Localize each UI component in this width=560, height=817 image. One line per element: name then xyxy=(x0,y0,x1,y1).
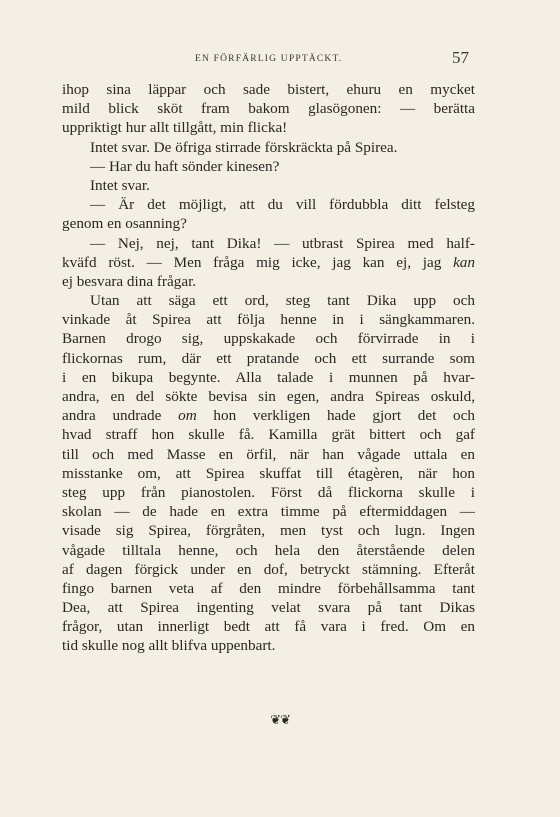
text-line-content: hvad straff hon skulle få. Kamilla grät bittert och gaf xyxy=(62,426,475,444)
text-line xyxy=(62,349,475,368)
text-line-continuation: hon verkligen hade gjort det och xyxy=(196,407,475,425)
text-line-content: tid skulle nog allt blifva uppenbart. xyxy=(62,637,276,655)
text-line xyxy=(62,502,475,521)
text-line-content: Intet svar. xyxy=(90,176,150,194)
text-line xyxy=(62,234,475,253)
text-line-content: visade sig Spirea, förgråten, men tyst och lugn. Ingen xyxy=(62,522,475,540)
text-line xyxy=(62,118,475,137)
text-line xyxy=(62,483,475,502)
text-line xyxy=(62,176,475,195)
text-line xyxy=(62,464,475,483)
text-line-content: — Är det möjligt, att du vill fördubbla ditt felsteg xyxy=(90,196,475,214)
text-line-content: mild blick sköt fram bakom glasögonen: — berätta xyxy=(62,100,475,118)
italic-word: om xyxy=(178,407,197,425)
text-line xyxy=(62,253,475,272)
text-line-content: Barnen drogo sig, uppskakade och förvirrade in i xyxy=(62,330,475,348)
text-line-content: Dea, att Spirea ingenting velat svara på tant Dikas xyxy=(62,599,475,617)
text-line-content: misstanke om, att Spirea skuffat till étagèren, när hon xyxy=(62,464,475,482)
text-line xyxy=(62,636,475,655)
text-line xyxy=(62,138,475,157)
text-line-content: i en bikupa begynte. Alla talade i munnen på hvar- xyxy=(62,368,475,386)
text-line-content: ihop sina läppar och sade bistert, ehuru en mycket xyxy=(62,81,475,98)
text-line-content: — Nej, nej, tant Dika! — utbrast Spirea med half- xyxy=(90,234,475,252)
text-line xyxy=(62,195,475,214)
text-line xyxy=(62,329,475,348)
text-line-content: Utan att säga ett ord, steg tant Dika upp och xyxy=(90,292,475,310)
text-line xyxy=(62,157,475,176)
text-line xyxy=(62,387,475,406)
running-title: EN FÖRFÄRLIG UPPTÄCKT. xyxy=(195,54,343,64)
text-line-content: Intet svar. De öfriga stirrade förskräckta på Spirea. xyxy=(90,138,398,156)
text-line-content: steg upp från pianostolen. Först då flickorna skulle i xyxy=(62,483,475,501)
text-line-content: skolan — de hade en extra timme på eftermiddagen — xyxy=(62,503,475,521)
text-line xyxy=(62,310,475,329)
text-line-content: af dagen förgick under en dof, betryckt stämning. Efteråt xyxy=(62,560,475,578)
text-line-content: ej besvara dina frågar. xyxy=(62,272,197,290)
body-text xyxy=(62,80,475,656)
text-line xyxy=(62,579,475,598)
text-line-content: andra undrade xyxy=(62,407,179,425)
text-line xyxy=(62,214,475,233)
end-ornament: ❦❦ xyxy=(270,712,290,727)
text-line xyxy=(62,80,475,99)
text-line xyxy=(62,291,475,310)
text-line xyxy=(62,99,475,118)
page-number: 57 xyxy=(452,48,469,67)
text-line xyxy=(62,541,475,560)
text-line-content: genom en osanning? xyxy=(62,215,187,233)
text-line-content: frågor, utan innerligt bedt att få vara i fred. Om en xyxy=(62,618,475,636)
text-line xyxy=(62,521,475,540)
text-line-content: flickornas rum, där ett pratande och ett surrande som xyxy=(62,349,475,367)
text-line xyxy=(62,445,475,464)
text-line-content: fingo barnen veta af den mindre förbehållsamma tant xyxy=(62,579,475,597)
text-line xyxy=(62,368,475,387)
text-line xyxy=(62,598,475,617)
text-line-content: till och med Masse en örfil, när han vågade uttala en xyxy=(62,445,475,463)
text-line-content: — Har du haft sönder kinesen? xyxy=(90,157,280,175)
text-line-content: vinkade åt Spirea att följa henne in i sängkammaren. xyxy=(62,311,475,329)
text-line xyxy=(62,617,475,636)
text-line xyxy=(62,560,475,579)
text-line xyxy=(62,425,475,444)
text-line-content: uppriktigt hur allt tillgått, min flicka! xyxy=(62,119,288,137)
text-line-content: vågade tilltala henne, och hela den återstående delen xyxy=(62,541,475,559)
italic-word: kan xyxy=(453,253,475,271)
text-line xyxy=(62,272,475,291)
text-line xyxy=(62,406,475,425)
text-line-content: kväfd röst. — Men fråga mig icke, jag kan ej, jag xyxy=(62,253,454,271)
text-line-content: andra, en del sökte bevisa sin egen, andra Spireas oskuld, xyxy=(62,388,475,405)
